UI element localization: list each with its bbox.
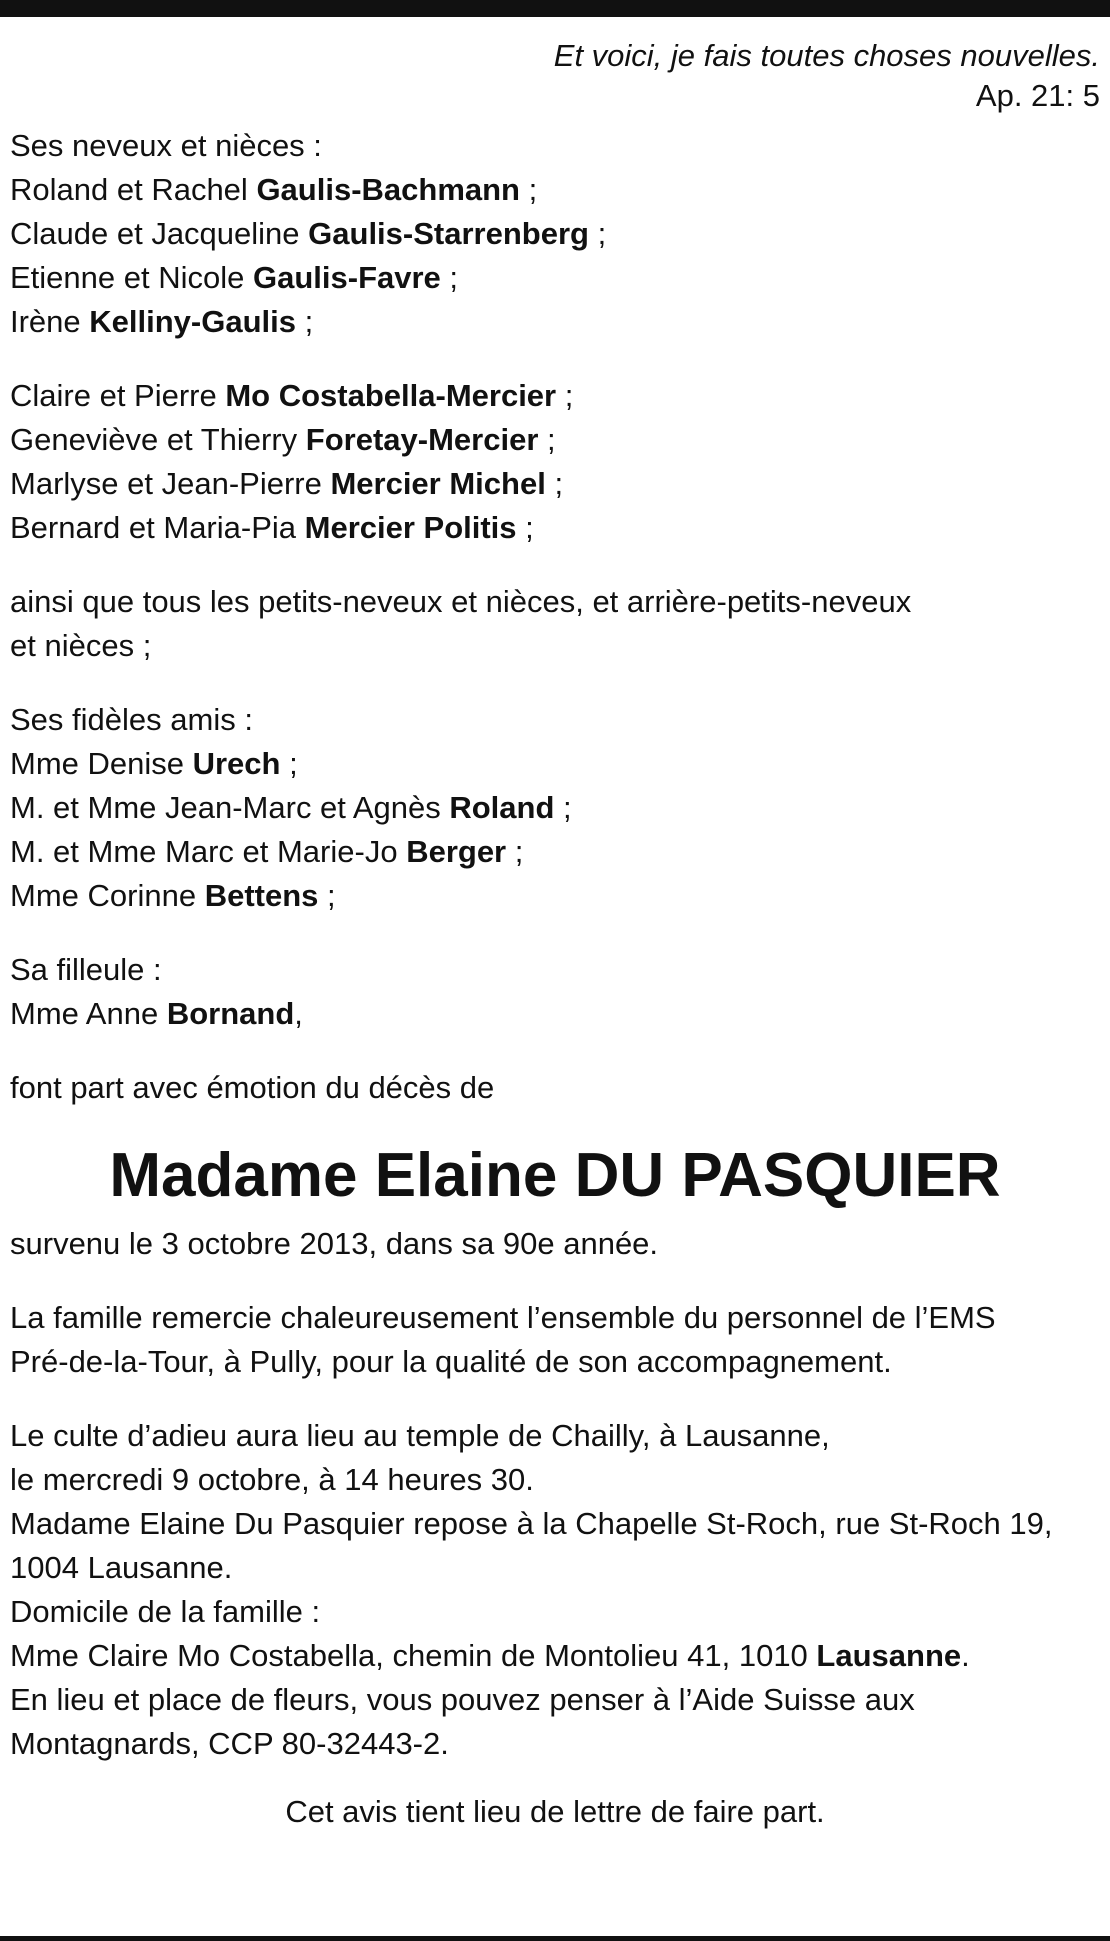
goddaughter-heading: Sa filleule : — [10, 952, 162, 987]
mourner-surname: Kelliny-Gaulis — [89, 304, 297, 339]
thanks-section — [10, 1296, 1100, 1384]
service-line: le mercredi 9 octobre, à 14 heures 30. — [10, 1462, 534, 1497]
mourner-surname: Urech — [192, 746, 281, 781]
announcement-text: font part avec émotion du décès de — [10, 1070, 495, 1105]
service-section — [10, 1414, 1100, 1766]
epigraph-reference: Ap. 21: 5 — [975, 78, 1100, 113]
mourner-line: Mme Denise Urech ; — [10, 746, 298, 781]
obituary-notice — [10, 36, 1100, 1834]
grandnephews-section — [10, 580, 1100, 668]
announcement-section — [10, 1066, 1100, 1110]
mourner-line: Marlyse et Jean-Pierre Mercier Michel ; — [10, 466, 564, 501]
mourner-line: Bernard et Maria-Pia Mercier Politis ; — [10, 510, 534, 545]
passed-text: survenu le 3 octobre 2013, dans sa 90e année. — [10, 1226, 659, 1261]
thanks-line: Pré-de-la-Tour, à Pully, pour la qualité de son accompagnement. — [10, 1344, 892, 1379]
service-line: Le culte d’adieu aura lieu au temple de Chailly, à Lausanne, — [10, 1418, 830, 1453]
mourner-surname: Foretay-Mercier — [305, 422, 539, 457]
deceased-name: Madame Elaine DU PASQUIER — [109, 1141, 1001, 1210]
mourner-line: Mme Anne Bornand, — [10, 996, 303, 1031]
family-address-line: Mme Claire Mo Costabella, chemin de Montolieu 41, 1010 Lausanne. — [10, 1638, 970, 1673]
mourner-line: Mme Corinne Bettens ; — [10, 878, 336, 913]
service-line: Madame Elaine Du Pasquier repose à la Chapelle St-Roch, rue St-Roch 19, — [10, 1506, 1053, 1541]
friends-section — [10, 698, 1100, 918]
closing-text: Cet avis tient lieu de lettre de faire part. — [285, 1794, 825, 1829]
mourner-surname: Bettens — [204, 878, 319, 913]
mourner-surname: Mercier Politis — [304, 510, 517, 545]
epigraph-quote: Et voici, je fais toutes choses nouvelles. — [553, 38, 1100, 73]
bottom-rule — [0, 1936, 1110, 1941]
mourner-surname: Berger — [406, 834, 507, 869]
service-line: Montagnards, CCP 80-32443-2. — [10, 1726, 449, 1761]
epigraph — [10, 36, 1100, 116]
mourner-surname: Bornand — [166, 996, 295, 1031]
mourner-line: M. et Mme Jean-Marc et Agnès Roland ; — [10, 790, 572, 825]
mourner-surname: Gaulis-Bachmann — [256, 172, 520, 207]
mourner-surname: Mo Costabella-Mercier — [225, 378, 557, 413]
friends-heading: Ses fidèles amis : — [10, 702, 253, 737]
mourner-line: M. et Mme Marc et Marie-Jo Berger ; — [10, 834, 524, 869]
mourner-line: Roland et Rachel Gaulis-Bachmann ; — [10, 172, 538, 207]
mourner-line: Claire et Pierre Mo Costabella-Mercier ; — [10, 378, 574, 413]
grandnephews-line: et nièces ; — [10, 628, 152, 663]
mourner-line: Etienne et Nicole Gaulis-Favre ; — [10, 260, 459, 295]
goddaughter-section — [10, 948, 1100, 1036]
mourner-surname: Gaulis-Favre — [252, 260, 441, 295]
mourner-line: Geneviève et Thierry Foretay-Mercier ; — [10, 422, 556, 457]
city-name: Lausanne — [816, 1638, 962, 1673]
thanks-line: La famille remercie chaleureusement l’ensemble du personnel de l’EMS — [10, 1300, 996, 1335]
nephews-section-2 — [10, 374, 1100, 550]
mourner-surname: Roland — [449, 790, 555, 825]
mourner-line: Claude et Jacqueline Gaulis-Starrenberg ; — [10, 216, 607, 251]
mourner-surname: Gaulis-Starrenberg — [308, 216, 589, 251]
service-line: Domicile de la famille : — [10, 1594, 321, 1629]
service-line: En lieu et place de fleurs, vous pouvez penser à l’Aide Suisse aux — [10, 1682, 915, 1717]
mourner-surname: Mercier Michel — [330, 466, 546, 501]
nephews-section — [10, 124, 1100, 344]
mourner-line: Irène Kelliny-Gaulis ; — [10, 304, 314, 339]
service-line: 1004 Lausanne. — [10, 1550, 233, 1585]
nephews-heading: Ses neveux et nièces : — [10, 128, 322, 163]
top-rule — [0, 0, 1110, 17]
grandnephews-line: ainsi que tous les petits-neveux et nièces, et arrière-petits-neveux — [10, 584, 912, 619]
